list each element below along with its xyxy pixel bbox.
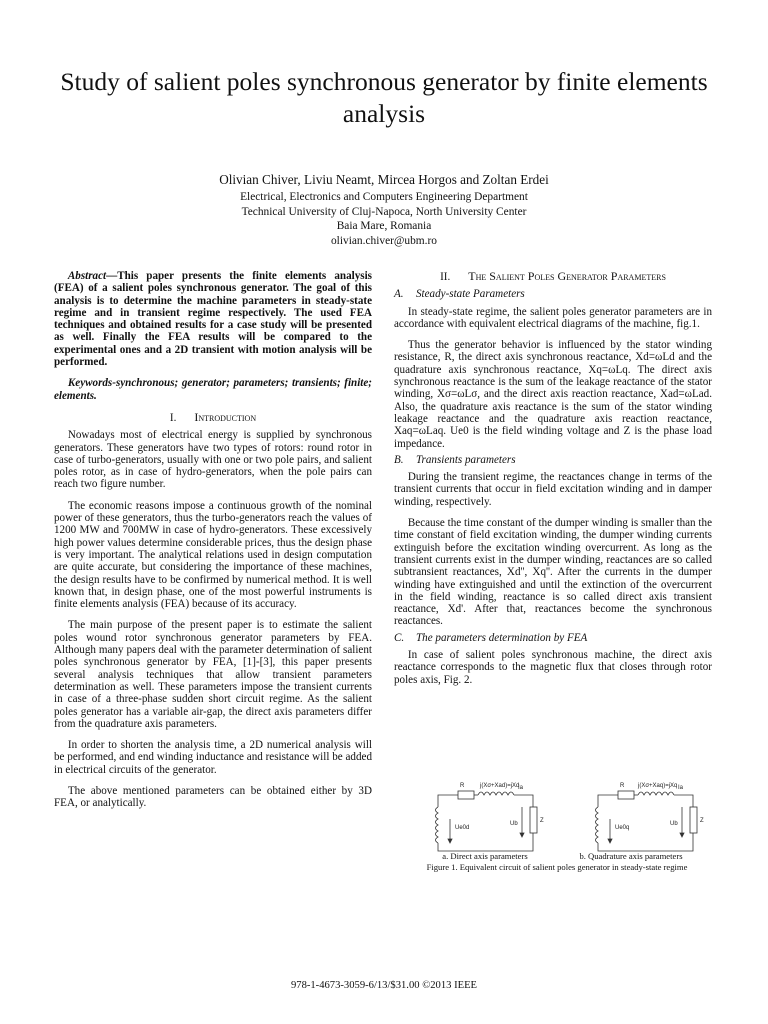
fea-paragraph-1: In case of salient poles synchronous machine, the direct axis reactance corresponds to the magnetic flux that closes through rotor poles axis, Fig. 2. [394,649,712,686]
resistor-r-direct [458,791,474,799]
subsection-heading-steady-state: A. Steady-state Parameters [394,288,525,301]
section-heading-introduction: I. Introduction [169,409,257,424]
keywords: Keywords-synchronous; generator; parameters; transients; finite; elements. [54,377,372,402]
label-ue0q: Ue0q [615,825,630,831]
intro-paragraph-2: The economic reasons impose a continuous growth of the nominal power of these generators, thus the turbo-generators reach the values of 1200 MW and 700MW in case of hydro-generators. These excessively high power values determine considerable prices, thus the design phase is very important. The analytical relations used in design computation are quite accurate, but considering the importance of these machines, the design results have to be confirmed by numerical method. It is well known that, in design phase, one of the most powerful instruments is finite elements analysis (FEA) because of its accuracy. [54,499,372,611]
label-ue0d: Ue0d [455,825,470,831]
abstract-text: —This paper presents the finite elements analysis (FEA) of a salient poles synchronous generator. The goal of this analysis is to determine the machine parameters in steady-state regime and in transient regime respectively. The used FEA techniques and obtained results for a case study will be presented as well. Finally the FEA results will be compared to the experimental ones and a 2D transient with motion analysis will be performed. [54,270,372,369]
label-r-direct: R [460,783,465,789]
load-z-quadrature [690,807,697,833]
affiliation-city: Baia Mare, Romania [336,220,432,232]
inductor-xq-quadrature [638,792,674,795]
source-coil-quadrature [596,807,599,843]
affiliation [60,190,708,248]
label-xq: j(Xσ+Xaq)=jXq [638,783,678,789]
label-z-direct: Z [540,818,544,824]
source-coil-direct [436,807,439,843]
resistor-r-quadrature [618,791,634,799]
authors: Olivian Chiver, Liviu Neamt, Mircea Horgos and Zoltan Erdei [219,172,549,187]
label-r-quadrature: R [620,783,625,789]
section-heading-parameters: II. The Salient Poles Generator Parameters [440,269,666,283]
transients-paragraph-1: During the transient regime, the reactances change in terms of the transient currents that occur in field excitation winding and in damper winding, respectively. [394,471,712,508]
figure-caption: Figure 1. Equivalent circuit of salient poles generator in steady-state regime [426,862,688,872]
intro-paragraph-5: The above mentioned parameters can be obtained either by 3D FEA, or analytically. [54,784,372,810]
affiliation-email[interactable]: olivian.chiver@ubm.ro [330,234,438,247]
figure-subcaption-a: a. Direct axis parameters [442,851,528,861]
label-i-quadrature: Ia [678,785,684,791]
affiliation-univ: Technical University of Cluj-Napoca, North University Center [241,205,527,218]
figure-subcaption-b: b. Quadrature axis parameters [579,851,683,861]
abstract-label: Abstract [67,270,107,282]
figure-1-circuits [398,767,716,853]
transients-paragraph-2: Because the time constant of the dumper winding is smaller than the time constant of field excitation winding, the dumper winding currents extinguish before the excitation winding overcurrent. As long as the transient currents exist in the dumper winding, reactances are so called subtransient reactances, Xd'', Xq''. After the currents in the dumper winding have extinguished and until the extinction of the overcurrent in the field winding, reactance is so called direct axis transient reactance, Xd'. After that, reactances become the synchronous reactances. [394,517,712,628]
paper-title: Study of salient poles synchronous generator by finite elements analysis [60,67,708,128]
abstract [54,270,372,368]
inductor-xd-direct [478,792,514,795]
label-i-direct: Ia [518,785,524,791]
copyright-footer: 978-1-4673-3059-6/13/$31.00 ©2013 IEEE [290,980,478,991]
affiliation-dept: Electrical, Electronics and Computers Engineering Department [240,191,528,203]
left-column [54,270,372,810]
steady-state-paragraph-2: Thus the generator behavior is influenced by the stator winding resistance, R, the direct axis synchronous reactance, Xd=ωLd and the quadrature axis synchronous reactance, Xq=ωLq. The direct axis synchronous reactance is the sum of the leakage reactance of the stator winding, Xσ=ωLσ, and the direct axis reaction reactance, Xad=ωLad. Also, the quadrature axis reactance is the sum of the stator winding leakage reactance and the quadrature axis reaction reactance, Xaq=ωLaq. Ue0 is the field winding voltage and Z is the phase load impedance. [394,339,712,450]
intro-paragraph-4: In order to shorten the analysis time, a 2D numerical analysis will be performed, and end winding inductance and resistance will be added in electrical circuits of the generator. [54,739,372,776]
label-xd: j(Xσ+Xad)=jXd [480,783,520,789]
intro-paragraph-1: Nowadays most of electrical energy is supplied by synchronous generators. These generators have two types of rotors: round rotor in case of turbo-generators, usually with one or two pole pairs, and salient poles rotor, as in case of hydro-generators, when the pole pairs can reach two figure number. [54,429,372,491]
subsection-heading-fea: C. The parameters determination by FEA [394,631,588,644]
subsection-heading-transients: B. Transients parameters [394,453,516,466]
circuit-direct-axis [436,791,538,851]
label-ub-direct: Ub [510,821,518,827]
label-ub-quadrature: Ub [670,821,678,827]
load-z-direct [530,807,537,833]
intro-paragraph-3: The main purpose of the present paper is to estimate the salient poles wound rotor synchronous generator parameters by FEA. Although many papers deal with the parameter determination of salient poles synchronous generator by FEA, [1]-[3], this paper presents several analysis techniques that allow transient parameters determination as well. These parameters impose the transient currents in case of a three-phase sudden short circuit regime. As the salient poles generator has a variable air-gap, the direct axis parameters differ from the quadrature axis parameters. [54,619,372,730]
label-z-quadrature: Z [700,818,704,824]
circuit-quadrature-axis [596,791,698,851]
right-column [394,270,712,686]
steady-state-paragraph-1: In steady-state regime, the salient poles generator parameters are in accordance with equivalent electrical diagrams of the machine, fig.1. [394,305,712,330]
